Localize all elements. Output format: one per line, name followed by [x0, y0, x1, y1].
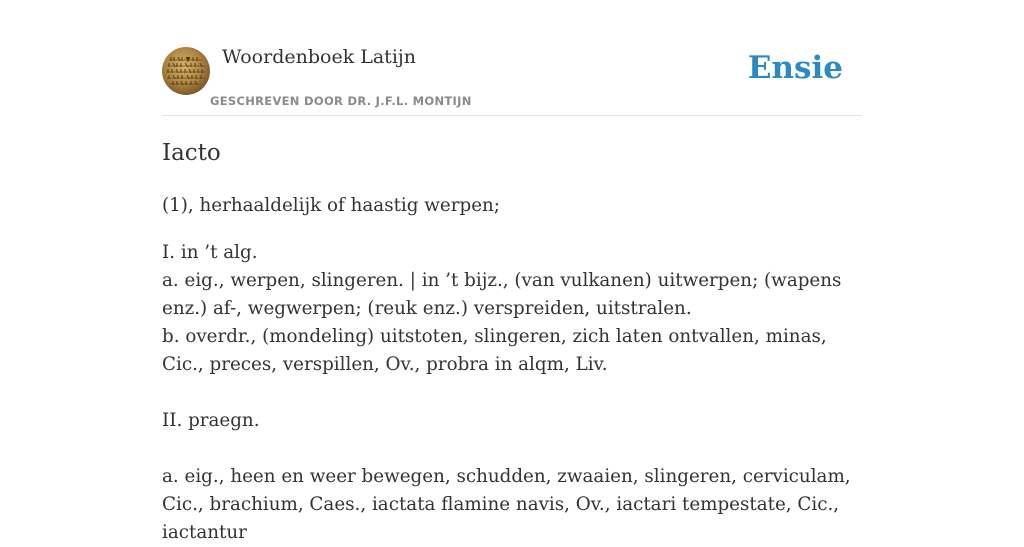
- section-heading: I. in ’t alg.: [162, 242, 258, 263]
- header: [162, 0, 862, 116]
- author-byline: GESCHREVEN DOOR DR. J.F.L. MONTIJN: [210, 94, 472, 108]
- section-heading: II. praegn.: [162, 410, 260, 431]
- section-paragraph: a. eig., werpen, slingeren. | in ’t bijz., (van vulkanen) uitwerpen; (wapens enz.) af-, wegwerpen; (reuk enz.) verspreiden, uitstralen.: [162, 270, 842, 319]
- section-paragraph: b. overdr., (mondeling) uitstoten, slingeren, zich laten ontvallen, minas, Cic., preces, verspillen, Ov., probra in alqm, Liv.: [162, 326, 827, 375]
- inscribed-coin-logo-icon[interactable]: [162, 47, 210, 95]
- section-paragraph: a. eig., heen en weer bewegen, schudden, zwaaien, slingeren, cerviculam, Cic., brachium, Caes., iactata flamine navis, Ov., iactari tempestate, Cic., iactantur: [162, 466, 851, 543]
- page-container: [162, 0, 862, 543]
- entry-definition: (1), herhaaldelijk of haastig werpen;: [162, 195, 500, 216]
- brand-logo[interactable]: Ensie: [747, 50, 843, 86]
- entry-body: [162, 192, 862, 547]
- entry-title: Iacto: [162, 140, 221, 166]
- dictionary-title[interactable]: Woordenboek Latijn: [222, 46, 417, 68]
